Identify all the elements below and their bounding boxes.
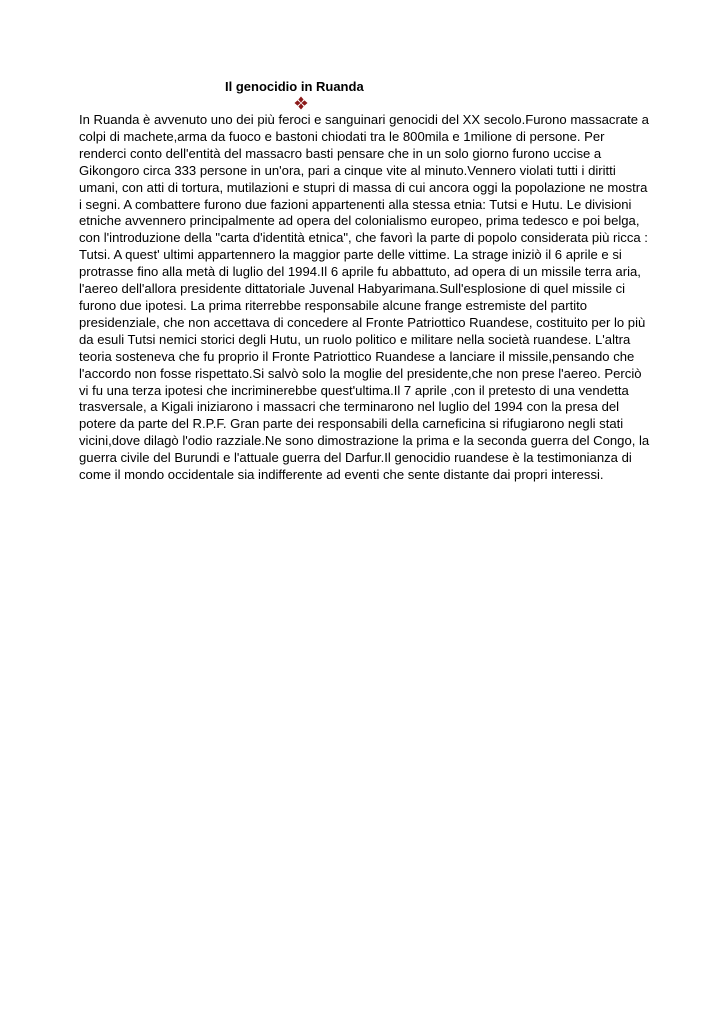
page-title: Il genocidio in Ruanda [225, 79, 364, 94]
body-paragraph: In Ruanda è avvenuto uno dei più feroci e sanguinari genocidi del XX secolo.Furono massacrate a colpi di machete,arma da fuoco e bastoni chiodati tra le 800mila e 1milione di persone. Per renderci conto dell'entità del massacro basti pensare che in un solo giorno furono uccise a Gikongoro circa 333 persone in un'ora, pari a cinque vite al minuto.Vennero violati tutti i diritti umani, con atti di tortura, mutilazioni e stupri di massa di cui ancora oggi la popolazione ne mostra i segni. A combattere furono due fazioni appartenenti alla stessa etnia: Tutsi e Hutu. Le divisioni etniche avvennero principalmente ad opera del colonialismo europeo, prima tedesco e poi belga, con l'introduzione della "carta d'identità etnica", che favorì la parte di popolo considerata più ricca : Tutsi. A quest' ultimi appartennero la maggior parte delle vittime. La strage iniziò il 6 aprile e si protrasse fino alla metà di luglio del 1994.Il 6 aprile fu abbattuto, ad opera di un missile terra aria, l'aereo dell'allora presidente dittatoriale Juvenal Habyarimana.Sull'esplosione di quel missile ci furono due ipotesi. La prima riterrebbe responsabile alcune frange estremiste del partito presidenziale, che non accettava di concedere al Fronte Patriottico Ruandese, costituito per lo più da esuli Tutsi nemici storici degli Hutu, un ruolo politico e militare nella società ruandese. L'altra teoria sosteneva che fu proprio il Fronte Patriottico Ruandese a lanciare il missile,pensando che l'accordo non fosse rispettato.Si salvò solo la moglie del presidente,che non prese l'aereo. Perciò vi fu una terza ipotesi che incriminerebbe quest'ultima.Il 7 aprile ,con il pretesto di una vendetta trasversale, a Kigali iniziarono i massacri che terminarono nel luglio del 1994 con la presa del potere da parte del R.P.F. Gran parte dei responsabili della carneficina si rifugiarono negli stati vicini,dove dilagò l'odio razziale.Ne sono dimostrazione la prima e la seconda guerra del Congo, la guerra civile del Burundi e l'attuale guerra del Darfur.Il genocidio ruandese è la testimonianza di come il mondo occidentale sia indifferente ad eventi che sente distante dai propri interessi. [79, 112, 650, 483]
four-diamond-ornament-icon [294, 96, 308, 110]
